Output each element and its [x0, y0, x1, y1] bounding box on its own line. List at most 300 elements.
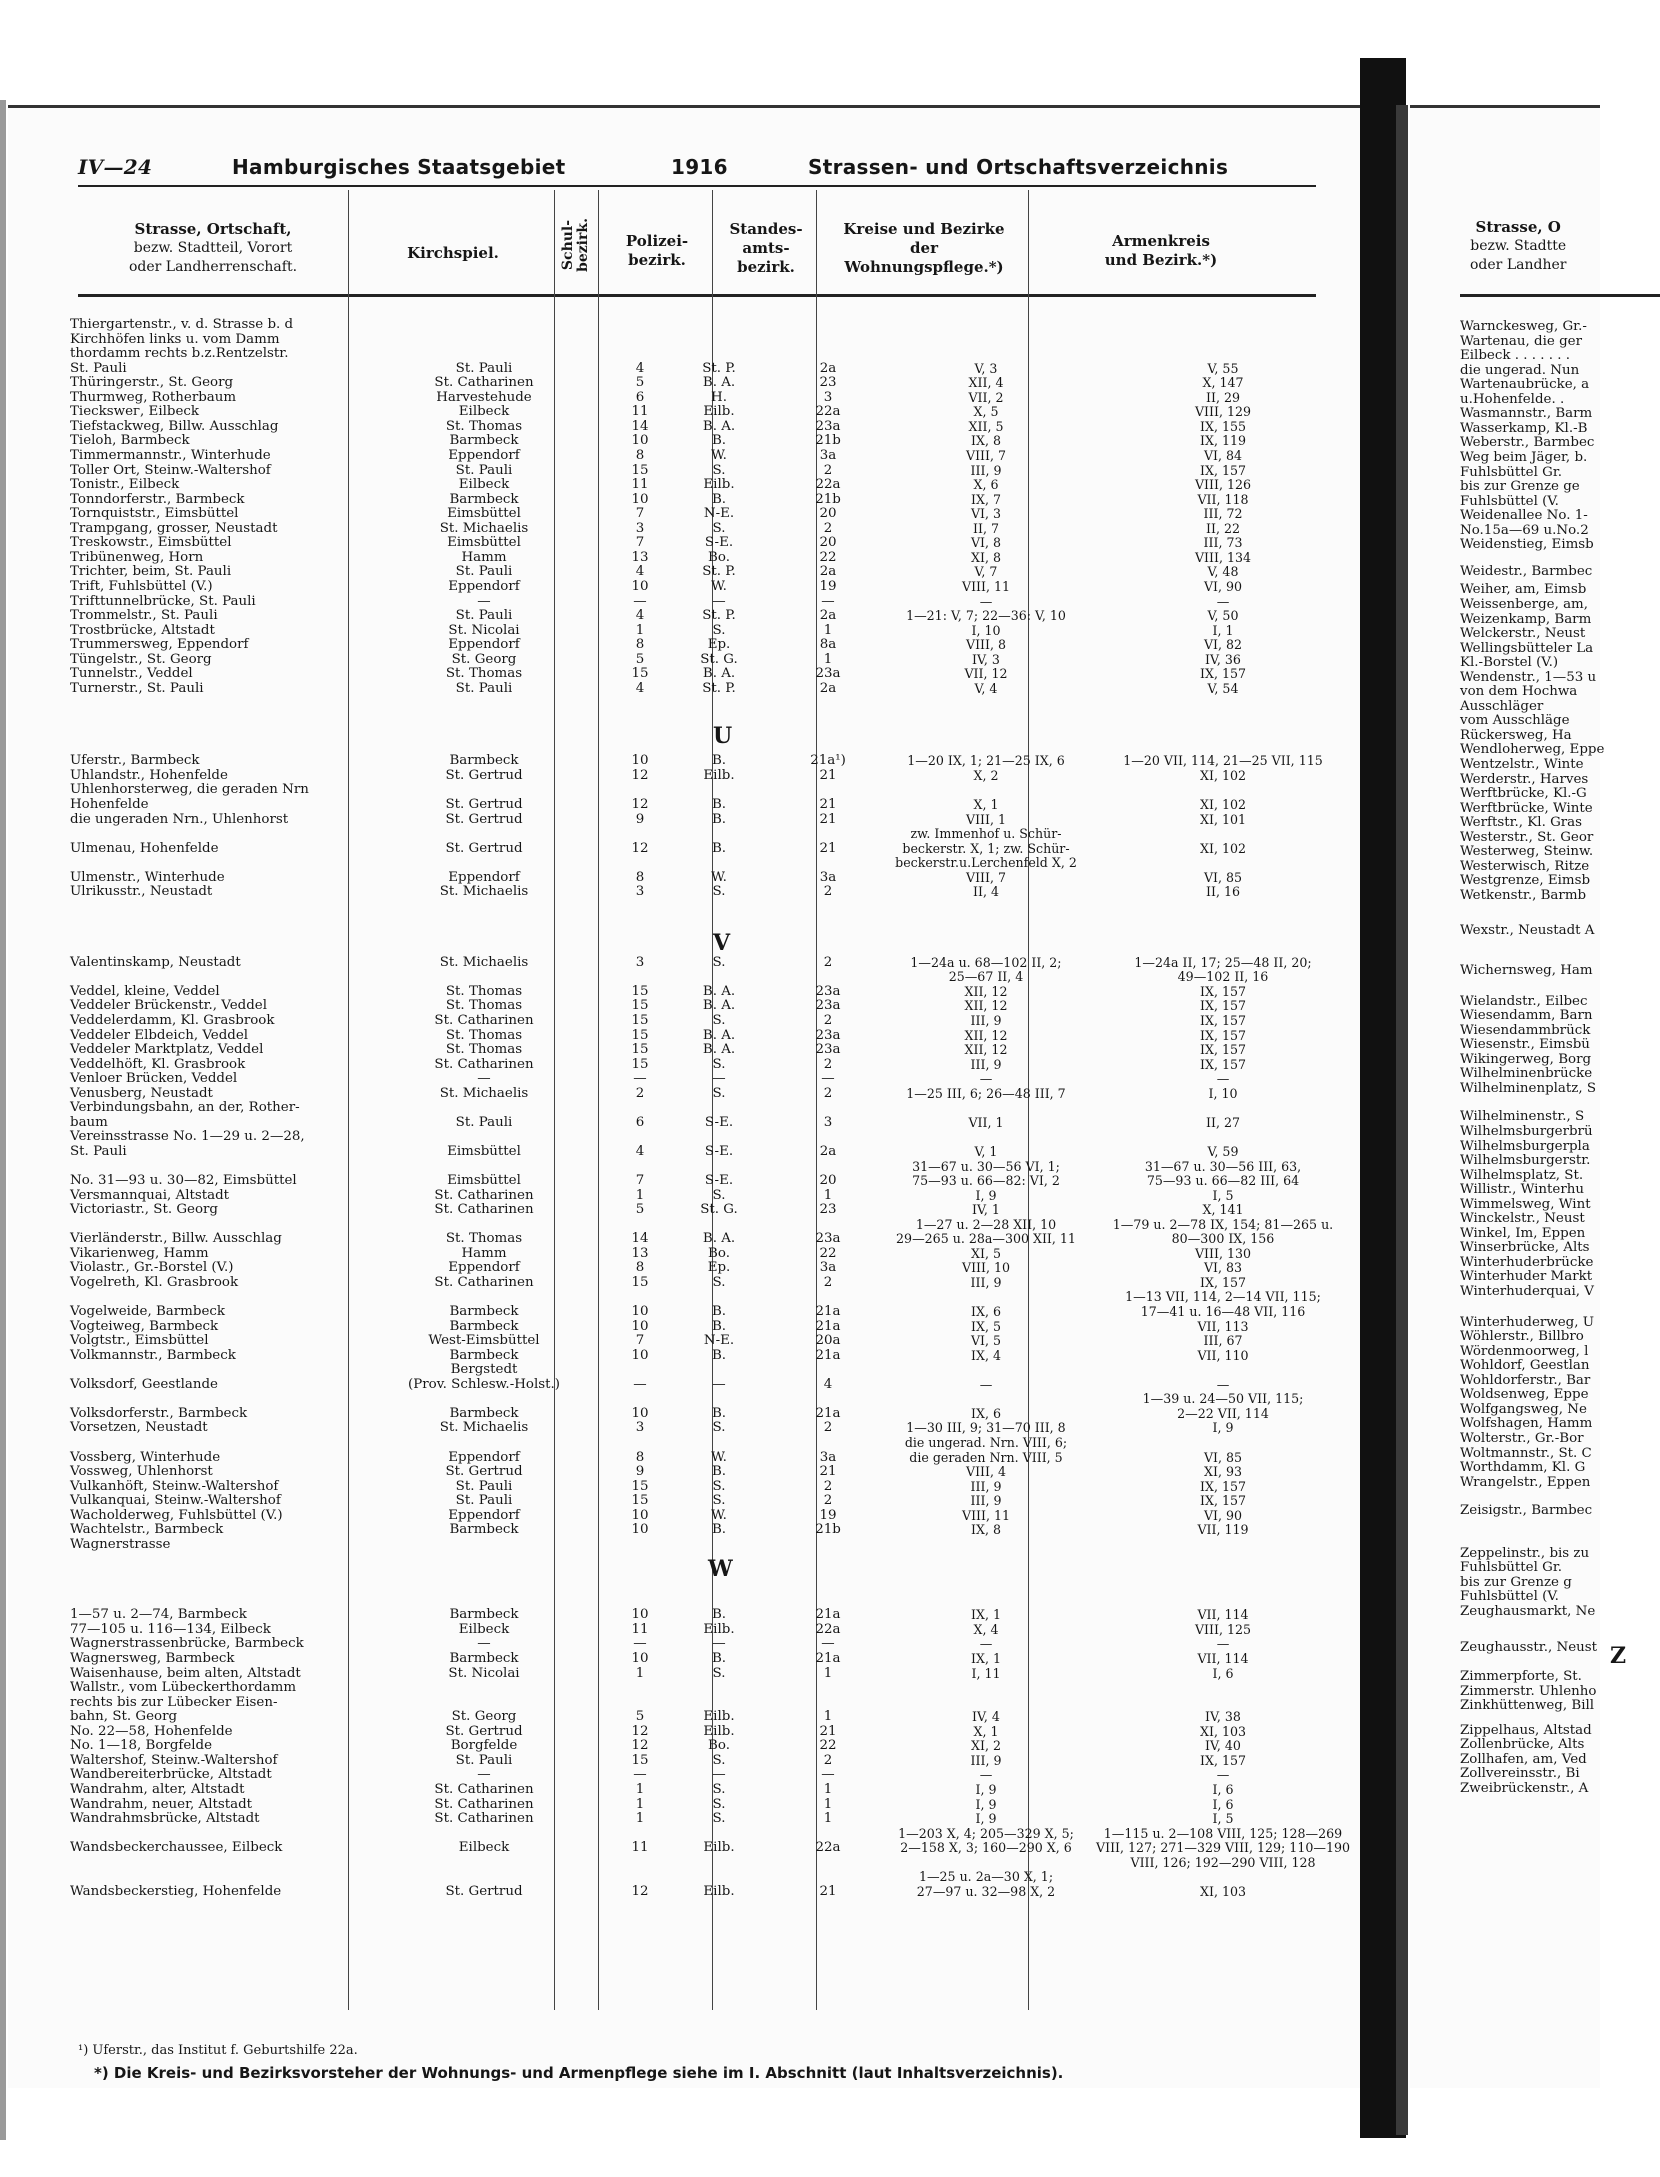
- wohnungspflege-cell: I, 9: [975, 1811, 997, 1826]
- polizei-bezirk-cell: —: [712, 1376, 726, 1392]
- street-name-cell: Wagnerstrasse: [70, 1536, 171, 1552]
- kirchspiel-cell: Eimsbüttel: [447, 1173, 521, 1188]
- armenkreis-cell: V, 59: [1207, 1143, 1239, 1159]
- wohnungspflege-cell: 2—158 X, 3; 160—290 X, 6: [900, 1840, 1072, 1856]
- wohnungspflege-cell: III, 9: [970, 1274, 1002, 1290]
- right-page-line: Welckerstr., Neust: [1460, 626, 1586, 641]
- street-name-cell: Tribünenweg, Horn: [70, 549, 204, 565]
- schul-bezirk-cell: 12: [631, 1723, 649, 1739]
- armenkreis-cell: I, 6: [1212, 1796, 1234, 1812]
- polizei-bezirk-cell: St. G.: [700, 651, 738, 667]
- armenkreis-cell: I, 5: [1212, 1187, 1234, 1203]
- armenkreis-cell: II, 22: [1206, 520, 1240, 536]
- schul-bezirk-cell: 12: [631, 840, 649, 856]
- kirchspiel-cell: St. Pauli: [455, 1752, 513, 1768]
- kirchspiel-cell: Barmbeck: [449, 1318, 519, 1334]
- standesamt-cell: 2: [823, 1493, 833, 1509]
- right-page-line: Zimmerpforte, St.: [1460, 1669, 1582, 1684]
- armenkreis-cell: IX, 157: [1200, 1027, 1246, 1043]
- armenkreis-cell: XI, 102: [1200, 797, 1246, 812]
- street-name-cell: St. Pauli: [70, 1143, 127, 1159]
- armenkreis-cell: VII, 118: [1197, 491, 1249, 507]
- wohnungspflege-cell: IX, 6: [971, 1405, 1001, 1421]
- street-name-cell: Ulmenstr., Winterhude: [70, 869, 225, 885]
- armenkreis-cell: 31—67 u. 30—56 III, 63,: [1144, 1158, 1302, 1174]
- street-name-cell: No. 31—93 u. 30—82, Eimsbüttel: [70, 1173, 297, 1188]
- schul-bezirk-cell: 6: [635, 1114, 645, 1130]
- kirchspiel-cell: Barmbeck: [449, 1522, 519, 1538]
- schul-bezirk-cell: 9: [635, 1464, 645, 1479]
- polizei-bezirk-cell: B.: [711, 811, 727, 827]
- kirchspiel-cell: Eppendorf: [448, 1260, 520, 1276]
- schul-bezirk-cell: 14: [631, 418, 649, 434]
- kirchspiel-cell: Barmbeck: [449, 1347, 519, 1363]
- standesamt-cell: 2: [823, 1478, 833, 1494]
- armenkreis-cell: VI, 83: [1203, 1260, 1243, 1276]
- wohnungspflege-cell: VI, 8: [970, 535, 1002, 551]
- standesamt-cell: 1: [823, 651, 833, 667]
- street-name-cell: rechts bis zur Lübecker Eisen-: [70, 1694, 278, 1710]
- right-page-line: Wellingsbütteler La: [1460, 640, 1594, 656]
- polizei-bezirk-cell: N-E.: [703, 506, 735, 522]
- street-name-cell: Uhlandstr., Hohenfelde: [70, 767, 228, 783]
- right-page-fragment: [1410, 105, 1627, 2088]
- polizei-bezirk-cell: S.: [712, 1420, 726, 1436]
- kirchspiel-cell: St. Catharinen: [434, 375, 534, 391]
- kirchspiel-cell: St. Pauli: [455, 564, 513, 580]
- armenkreis-cell: VI, 90: [1203, 578, 1243, 594]
- schul-bezirk-cell: 10: [631, 1607, 649, 1623]
- standesamt-cell: 20: [819, 1173, 837, 1188]
- kirchspiel-cell: St. Thomas: [445, 983, 523, 999]
- standesamt-cell: 21: [819, 797, 837, 812]
- standesamt-cell: 21a: [815, 1405, 841, 1421]
- right-page-line: Winterhuderquai, V: [1460, 1284, 1594, 1299]
- wohnungspflege-cell: X, 6: [973, 477, 999, 493]
- wohnungspflege-cell: III, 9: [970, 462, 1002, 478]
- kirchspiel-cell: Barmbeck: [449, 1607, 519, 1623]
- right-page-line: Weidenstieg, Eimsb: [1460, 537, 1594, 553]
- schul-bezirk-cell: 12: [631, 1738, 649, 1754]
- right-page-line: Zinkhüttenweg, Bill: [1460, 1698, 1595, 1714]
- standesamt-cell: 21b: [815, 433, 841, 449]
- street-name-cell: No. 22—58, Hohenfelde: [70, 1723, 233, 1739]
- kirchspiel-cell: Eppendorf: [448, 1507, 520, 1523]
- armenkreis-cell: VI, 82: [1203, 637, 1243, 653]
- armenkreis-cell: 1—20 VII, 114, 21—25 VII, 115: [1123, 753, 1323, 769]
- section-letter-u: U: [713, 723, 733, 749]
- polizei-bezirk-cell: S.: [712, 1796, 726, 1812]
- polizei-bezirk-cell: S.: [712, 884, 726, 900]
- wohnungspflege-cell: X, 1: [973, 1723, 999, 1739]
- armenkreis-cell: 1—115 u. 2—108 VIII, 125; 128—269: [1103, 1825, 1343, 1841]
- standesamt-cell: 23a: [815, 666, 841, 682]
- street-name-cell: Vereinsstrasse No. 1—29 u. 2—28,: [70, 1129, 305, 1145]
- polizei-bezirk-cell: Eilb.: [703, 477, 735, 493]
- header-rule: [78, 185, 1316, 187]
- schul-bezirk-cell: 5: [635, 375, 645, 391]
- armenkreis-cell: II, 16: [1206, 884, 1240, 900]
- street-name-cell: Wandsbeckerchaussee, Eilbeck: [70, 1840, 283, 1856]
- standesamt-cell: 21: [819, 1464, 837, 1479]
- wohnungspflege-cell: —: [979, 593, 993, 609]
- wohnungspflege-cell: VII, 2: [968, 389, 1004, 405]
- polizei-bezirk-cell: S.: [712, 1274, 726, 1290]
- right-page-line: Wilhelminenplatz, S: [1460, 1080, 1597, 1096]
- schul-bezirk-cell: 4: [635, 360, 645, 376]
- polizei-bezirk-cell: B. A.: [702, 1231, 736, 1247]
- schul-bezirk-cell: 15: [631, 1478, 649, 1494]
- street-name-cell: thordamm rechts b.z.Rentzelstr.: [70, 346, 289, 362]
- schul-bezirk-cell: 15: [631, 666, 649, 682]
- schul-bezirk-cell: 15: [631, 1013, 649, 1028]
- street-name-cell: Vulkanquai, Steinw.-Waltershof: [70, 1493, 281, 1509]
- kirchspiel-cell: St. Thomas: [445, 666, 523, 682]
- schul-bezirk-cell: 3: [635, 954, 645, 970]
- standesamt-cell: 23: [819, 1202, 837, 1218]
- armenkreis-cell: IV, 40: [1205, 1738, 1241, 1754]
- polizei-bezirk-cell: S-E.: [704, 535, 734, 551]
- standesamt-cell: 2: [823, 1085, 833, 1101]
- street-name-cell: Turnerstr., St. Pauli: [70, 680, 204, 696]
- right-page-line: bis zur Grenze g: [1460, 1574, 1572, 1590]
- kirchspiel-cell: Barmbeck: [449, 1651, 519, 1666]
- armenkreis-cell: VII, 119: [1197, 1522, 1249, 1538]
- schul-bezirk-cell: 3: [635, 884, 645, 900]
- polizei-bezirk-cell: St. P.: [702, 360, 736, 376]
- page-number: IV—24: [78, 155, 153, 179]
- standesamt-cell: 1: [823, 1811, 833, 1826]
- schul-bezirk-cell: 15: [631, 1752, 649, 1768]
- armenkreis-cell: VIII, 126; 192—290 VIII, 128: [1130, 1854, 1316, 1870]
- armenkreis-cell: IX, 157: [1200, 1493, 1246, 1509]
- street-name-cell: Uhlenhorsterweg, die geraden Nrn: [70, 782, 309, 798]
- right-page-line: Wichernsweg, Ham: [1460, 963, 1593, 978]
- kirchspiel-cell: St. Gertrud: [445, 1723, 523, 1739]
- armenkreis-cell: VI, 85: [1203, 1449, 1243, 1465]
- kirchspiel-cell: St. Thomas: [445, 1231, 523, 1247]
- wohnungspflege-cell: —: [979, 1376, 993, 1392]
- standesamt-cell: 21: [819, 1723, 837, 1739]
- wohnungspflege-cell: I, 11: [971, 1665, 1001, 1681]
- right-page-line: Winterhuderbrücke: [1460, 1254, 1594, 1270]
- schul-bezirk-cell: 15: [631, 983, 649, 999]
- polizei-bezirk-cell: N-E.: [703, 1333, 735, 1349]
- kirchspiel-cell: Barmbeck: [449, 491, 519, 507]
- armenkreis-cell: XI, 101: [1200, 811, 1246, 827]
- kirchspiel-cell: Borgfelde: [450, 1738, 518, 1754]
- kirchspiel-cell: St. Catharinen: [434, 1202, 534, 1218]
- left-page: [8, 105, 1368, 2088]
- schul-bezirk-cell: 15: [631, 1493, 649, 1509]
- standesamt-cell: 1: [823, 1781, 833, 1797]
- street-name-cell: Ulrikusstr., Neustadt: [70, 884, 213, 900]
- polizei-bezirk-cell: Eilb.: [703, 1621, 735, 1637]
- standesamt-cell: 20: [819, 506, 837, 522]
- wohnungspflege-cell: XII, 5: [968, 418, 1004, 434]
- right-page-line: Zippelhaus, Altstad: [1460, 1722, 1592, 1738]
- street-name-cell: Trift, Fuhlsbüttel (V.): [70, 578, 213, 594]
- armenkreis-cell: VIII, 129: [1194, 404, 1252, 420]
- wohnungspflege-cell: VIII, 1: [965, 811, 1007, 827]
- wohnungspflege-cell: 1—27 u. 2—28 XII, 10: [915, 1216, 1057, 1232]
- standesamt-cell: 23a: [815, 998, 841, 1014]
- street-name-cell: Hohenfelde: [70, 797, 149, 812]
- polizei-bezirk-cell: S.: [712, 1013, 726, 1028]
- schul-bezirk-cell: 15: [631, 1027, 649, 1043]
- right-header-rule: [1460, 294, 1660, 297]
- wohnungspflege-cell: —: [979, 1767, 993, 1783]
- standesamt-cell: —: [821, 1767, 835, 1783]
- right-page-line: Wexstr., Neustadt A: [1460, 922, 1595, 938]
- polizei-bezirk-cell: St. G.: [700, 1202, 738, 1218]
- wohnungspflege-cell: X, 1: [973, 797, 999, 812]
- armenkreis-cell: 49—102 II, 16: [1177, 969, 1269, 985]
- kirchspiel-cell: —: [477, 1636, 491, 1652]
- right-page-line: Wiesendammbrück: [1460, 1022, 1591, 1038]
- schul-bezirk-cell: 4: [635, 1143, 645, 1159]
- schul-bezirk-cell: —: [633, 1071, 647, 1087]
- street-name-cell: Tonistr., Eilbeck: [70, 477, 180, 493]
- armenkreis-cell: VIII, 134: [1194, 549, 1252, 565]
- armenkreis-cell: V, 48: [1207, 564, 1239, 580]
- wohnungspflege-cell: IX, 1: [971, 1607, 1001, 1623]
- wohnungspflege-cell: III, 9: [970, 1752, 1002, 1768]
- street-name-cell: Tiefstackweg, Billw. Ausschlag: [70, 418, 279, 434]
- standesamt-cell: 22: [819, 1738, 837, 1754]
- standesamt-cell: 2a: [819, 608, 837, 623]
- armenkreis-cell: VIII, 127; 271—329 VIII, 129; 110—190: [1096, 1840, 1350, 1856]
- right-page-line: Wilhelmsburgerbrü: [1460, 1123, 1593, 1139]
- polizei-bezirk-cell: B. A.: [702, 998, 736, 1014]
- polizei-bezirk-cell: S.: [712, 1493, 726, 1509]
- street-name-cell: Veddel, kleine, Veddel: [70, 983, 220, 999]
- kirchspiel-cell: St. Pauli: [455, 1478, 513, 1494]
- schul-bezirk-cell: 7: [635, 506, 645, 522]
- schul-bezirk-cell: 10: [631, 1347, 649, 1363]
- schul-bezirk-cell: 5: [635, 1202, 645, 1218]
- right-page-line: Weberstr., Barmbec: [1460, 435, 1595, 451]
- armenkreis-cell: IX, 157: [1200, 666, 1246, 682]
- kirchspiel-cell: St. Gertrud: [445, 1883, 523, 1899]
- right-page-line: Wendloherweg, Eppe: [1460, 742, 1605, 758]
- street-name-cell: Thurmweg, Rotherbaum: [70, 389, 237, 405]
- col-head-polizei: Polizei- bezirk.: [625, 232, 689, 269]
- polizei-bezirk-cell: B.: [711, 1405, 727, 1421]
- kirchspiel-cell: Hamm: [461, 1245, 507, 1261]
- standesamt-cell: 23a: [815, 983, 841, 999]
- right-page-line: Wrangelstr., Eppen: [1460, 1474, 1591, 1490]
- street-name-cell: Toller Ort, Steinw.-Waltershof: [70, 462, 271, 478]
- armenkreis-cell: —: [1216, 593, 1230, 609]
- right-page-line: Wolterstr., Gr.-Bor: [1460, 1430, 1584, 1446]
- kirchspiel-cell: St. Michaelis: [439, 520, 529, 536]
- wohnungspflege-cell: IX, 1: [971, 1651, 1001, 1666]
- standesamt-cell: 3: [823, 389, 833, 405]
- standesamt-cell: 20: [819, 535, 837, 551]
- kirchspiel-cell: —: [477, 593, 491, 609]
- standesamt-cell: 21a: [815, 1651, 841, 1666]
- wohnungspflege-cell: 25—67 II, 4: [948, 969, 1024, 985]
- standesamt-cell: 20a: [815, 1333, 841, 1349]
- wohnungspflege-cell: IX, 7: [971, 491, 1001, 507]
- wohnungspflege-cell: die ungerad. Nrn. VIII, 6;: [904, 1434, 1068, 1450]
- street-name-cell: Versmannquai, Altstadt: [70, 1187, 230, 1203]
- wohnungspflege-cell: beckerstr.u.Lerchenfeld X, 2: [895, 855, 1077, 871]
- standesamt-cell: 1: [823, 1665, 833, 1681]
- street-name-cell: Thüringerstr., St. Georg: [70, 375, 234, 391]
- polizei-bezirk-cell: B. A.: [702, 375, 736, 391]
- street-name-cell: bahn, St. Georg: [70, 1709, 178, 1725]
- armenkreis-cell: XI, 93: [1204, 1464, 1242, 1479]
- polizei-bezirk-cell: B.: [711, 797, 727, 812]
- schul-bezirk-cell: 11: [631, 1840, 649, 1856]
- right-page-line: Westerstr., St. Geor: [1460, 829, 1594, 845]
- armenkreis-cell: I, 6: [1212, 1665, 1234, 1681]
- wohnungspflege-cell: zw. Immenhof u. Schür-: [910, 826, 1062, 842]
- schul-bezirk-cell: 12: [631, 797, 649, 812]
- schul-bezirk-cell: 8: [635, 447, 645, 463]
- kirchspiel-cell: Eppendorf: [448, 637, 520, 653]
- right-page-line: bis zur Grenze ge: [1460, 479, 1580, 495]
- polizei-bezirk-cell: B.: [711, 1464, 727, 1479]
- wohnungspflege-cell: VIII, 4: [965, 1464, 1007, 1479]
- polizei-bezirk-cell: St. P.: [702, 680, 736, 696]
- polizei-bezirk-cell: W.: [711, 869, 727, 885]
- schul-bezirk-cell: 2: [635, 1085, 645, 1101]
- street-name-cell: die ungeraden Nrn., Uhlenhorst: [70, 811, 289, 827]
- standesamt-cell: —: [821, 1636, 835, 1652]
- footnote-uferstr: ¹) Uferstr., das Institut f. Geburtshilfe 22a.: [78, 2043, 358, 2058]
- standesamt-cell: 1: [823, 1187, 833, 1203]
- street-name-cell: Wachtelstr., Barmbeck: [70, 1522, 224, 1538]
- standesamt-cell: —: [821, 1071, 835, 1087]
- right-page-line: Werftstr., Kl. Gras: [1460, 815, 1583, 831]
- street-name-cell: Trostbrücke, Altstadt: [70, 622, 215, 638]
- standesamt-cell: 23a: [815, 1027, 841, 1043]
- standesamt-cell: 2: [823, 462, 833, 478]
- wohnungspflege-cell: 1—24a u. 68—102 II, 2;: [910, 954, 1062, 970]
- armenkreis-cell: XI, 102: [1200, 840, 1246, 856]
- wohnungspflege-cell: X, 5: [973, 404, 999, 420]
- street-name-cell: Veddeler Brückenstr., Veddel: [70, 998, 267, 1014]
- armenkreis-cell: 75—93 u. 66—82 III, 64: [1146, 1173, 1300, 1188]
- right-page-line: Westerweg, Steinw.: [1460, 844, 1594, 860]
- right-page-line: Wohldorf, Geestlan: [1460, 1358, 1590, 1374]
- kirchspiel-cell: St. Pauli: [455, 1114, 513, 1130]
- wohnungspflege-cell: II, 7: [973, 520, 999, 536]
- standesamt-cell: 2a: [819, 680, 837, 696]
- right-page-line: Wolfgangsweg, Ne: [1460, 1401, 1587, 1417]
- schul-bezirk-cell: 7: [635, 1333, 645, 1349]
- kirchspiel-cell: St. Thomas: [445, 1042, 523, 1058]
- polizei-bezirk-cell: S.: [712, 1781, 726, 1797]
- schul-bezirk-cell: 11: [631, 404, 649, 420]
- polizei-bezirk-cell: S.: [712, 520, 726, 536]
- kirchspiel-cell: St. Nicolai: [448, 1665, 520, 1681]
- kirchspiel-cell: St. Gertrud: [445, 1464, 523, 1479]
- kirchspiel-cell: Eppendorf: [448, 869, 520, 885]
- street-name-cell: Tonndorferstr., Barmbeck: [70, 491, 245, 507]
- polizei-bezirk-cell: Eilb.: [703, 1883, 735, 1899]
- wohnungspflege-cell: IX, 4: [971, 1347, 1001, 1363]
- right-page-line: Fuhlsbüttel Gr.: [1460, 464, 1562, 480]
- kirchspiel-cell: St. Gertrud: [445, 767, 523, 783]
- kirchspiel-cell: St. Catharinen: [434, 1056, 534, 1072]
- right-page-line: Wolfshagen, Hamm: [1460, 1416, 1593, 1432]
- armenkreis-cell: V, 55: [1207, 360, 1239, 376]
- wohnungspflege-cell: VIII, 8: [965, 637, 1007, 653]
- wohnungspflege-cell: I, 9: [975, 1781, 997, 1797]
- kirchspiel-cell: St. Michaelis: [439, 884, 529, 900]
- kirchspiel-cell: Barmbeck: [449, 1304, 519, 1319]
- polizei-bezirk-cell: Eilb.: [703, 1840, 735, 1856]
- standesamt-cell: 3a: [819, 869, 837, 885]
- street-name-cell: Vulkanhöft, Steinw.-Waltershof: [70, 1478, 279, 1494]
- armenkreis-cell: VI, 85: [1203, 869, 1243, 885]
- right-page-line: u.Hohenfelde. .: [1460, 391, 1565, 407]
- street-name-cell: Victoriastr., St. Georg: [70, 1202, 219, 1218]
- schul-bezirk-cell: 5: [635, 1709, 645, 1725]
- schul-bezirk-cell: 1: [635, 1811, 645, 1826]
- wohnungspflege-cell: V, 1: [974, 1143, 998, 1159]
- armenkreis-cell: III, 72: [1203, 506, 1243, 522]
- standesamt-cell: 21b: [815, 1522, 841, 1538]
- kirchspiel-cell: St. Gertrud: [445, 811, 523, 827]
- armenkreis-cell: 80—300 IX, 156: [1171, 1231, 1275, 1247]
- polizei-bezirk-cell: S.: [712, 1478, 726, 1494]
- standesamt-cell: 23a: [815, 1231, 841, 1247]
- standesamt-cell: 22a: [815, 1840, 841, 1856]
- wohnungspflege-cell: 1—203 X, 4; 205—329 X, 5;: [898, 1825, 1074, 1841]
- standesamt-cell: 21a: [815, 1607, 841, 1623]
- kirchspiel-cell: St. Thomas: [445, 1027, 523, 1043]
- schul-bezirk-cell: 10: [631, 1405, 649, 1421]
- right-page-line: Zeppelinstr., bis zu: [1460, 1545, 1590, 1561]
- wohnungspflege-cell: II, 4: [973, 884, 999, 900]
- right-page-line: Werftbrücke, Winte: [1460, 800, 1593, 816]
- armenkreis-cell: VII, 114: [1197, 1651, 1249, 1666]
- street-name-cell: Veddeler Elbdeich, Veddel: [70, 1027, 249, 1043]
- kirchspiel-cell: Eimsbüttel: [447, 535, 521, 551]
- binding-shadow: [1396, 105, 1408, 2135]
- polizei-bezirk-cell: —: [712, 1636, 726, 1652]
- right-page-line: Kl.-Borstel (V.): [1460, 655, 1559, 671]
- wohnungspflege-cell: IX, 6: [971, 1304, 1001, 1319]
- street-name-cell: Waltershof, Steinw.-Waltershof: [70, 1752, 278, 1768]
- kirchspiel-cell: —: [477, 1767, 491, 1783]
- street-name-cell: Verbindungsbahn, an der, Rother-: [70, 1100, 300, 1116]
- right-page-line: Wartenau, die ger: [1460, 333, 1582, 349]
- street-name-cell: St. Pauli: [70, 360, 127, 376]
- kirchspiel-cell: St. Catharinen: [434, 1274, 534, 1290]
- schul-bezirk-cell: —: [633, 1636, 647, 1652]
- polizei-bezirk-cell: —: [712, 1071, 726, 1087]
- wohnungspflege-cell: VIII, 11: [961, 578, 1011, 594]
- wohnungspflege-cell: XI, 2: [971, 1738, 1001, 1754]
- standesamt-cell: 2a: [819, 1143, 837, 1159]
- section-letter-z: Z: [1610, 1643, 1627, 1669]
- right-page-line: Zweibrückenstr., A: [1460, 1780, 1589, 1796]
- armenkreis-cell: VII, 114: [1197, 1607, 1249, 1623]
- armenkreis-cell: III, 67: [1203, 1333, 1243, 1349]
- street-name-cell: Veddelerdamm, Kl. Grasbrook: [70, 1013, 275, 1028]
- street-name-cell: Wandsbeckerstieg, Hohenfelde: [70, 1883, 282, 1899]
- right-page-line: Fuhlsbüttel Gr.: [1460, 1560, 1562, 1576]
- street-name-cell: Uferstr., Barmbeck: [70, 753, 200, 769]
- right-page-line: Zeughausmarkt, Ne: [1460, 1603, 1596, 1619]
- wohnungspflege-cell: XI, 5: [971, 1245, 1001, 1261]
